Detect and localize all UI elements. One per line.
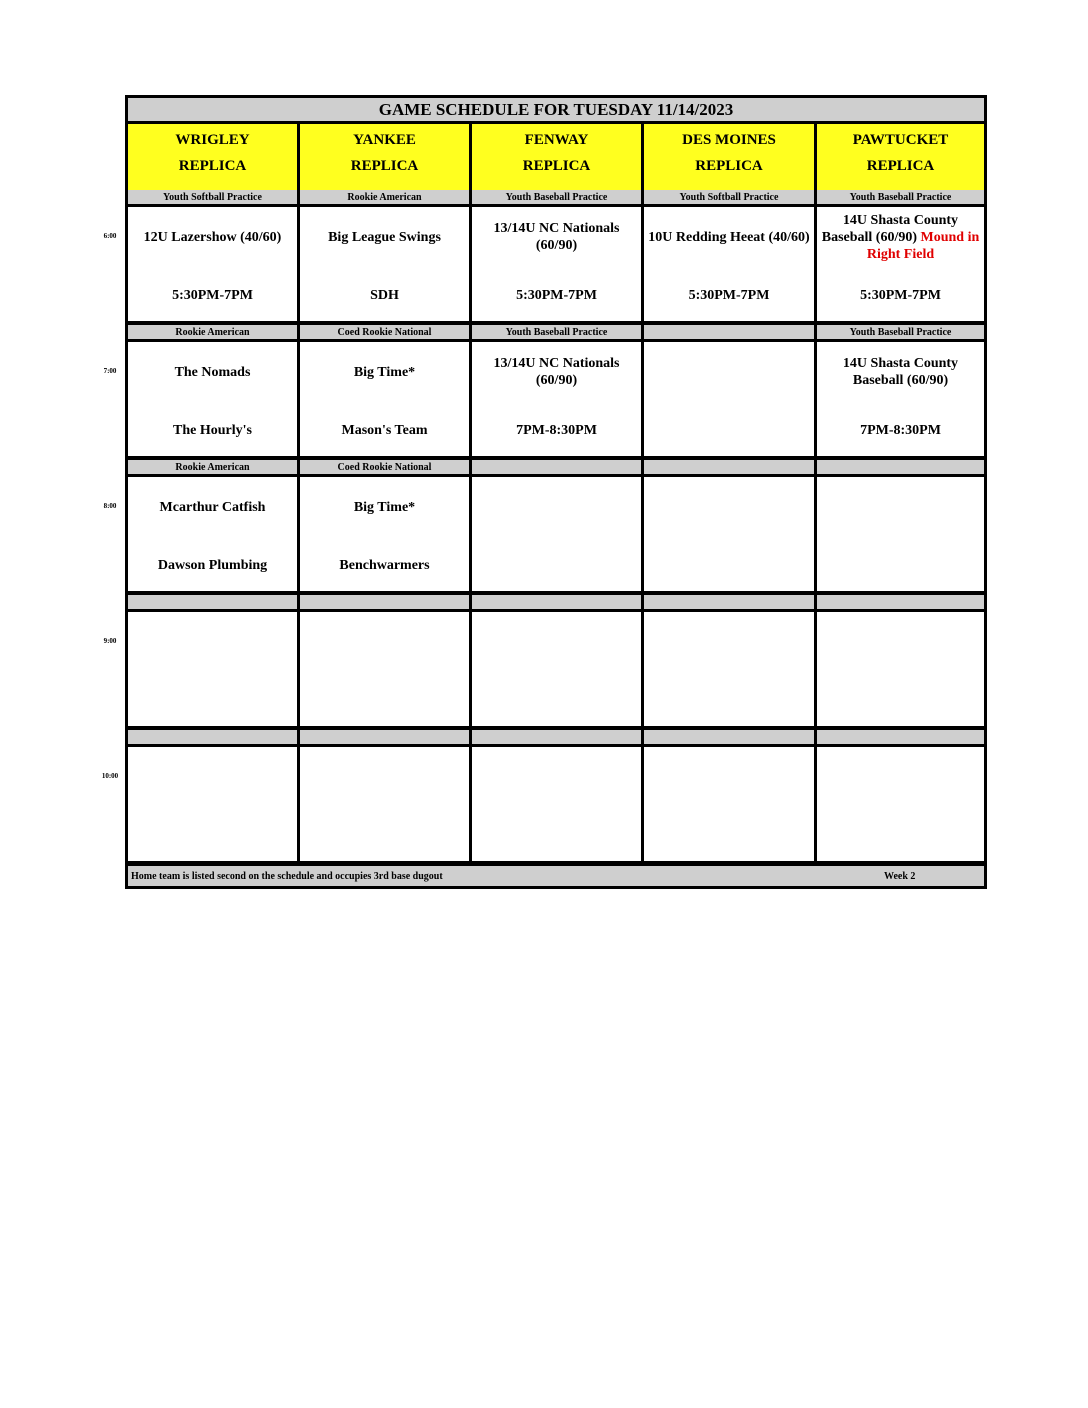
- game-cell: [817, 342, 984, 456]
- category-strip: Youth Softball Practice: [128, 190, 297, 204]
- away-team: 13/14U NC Nationals (60/90): [493, 356, 620, 388]
- away-team: Big Time*: [353, 364, 416, 380]
- field-note: Mound in Right Field: [866, 229, 980, 262]
- team-line-1: [474, 477, 639, 537]
- category-strip: [472, 460, 641, 474]
- team-line-1: [819, 477, 982, 537]
- field-name: PAWTUCKET: [852, 132, 949, 148]
- game-cell: [472, 207, 641, 321]
- game-cell: [128, 477, 297, 591]
- game-cell: [644, 342, 814, 456]
- game-cell: [128, 207, 297, 321]
- category-strip: [128, 595, 297, 609]
- time-label: 6:00: [103, 232, 117, 240]
- field-header-2: [300, 124, 469, 190]
- category-strip: [644, 325, 814, 339]
- team-line-2: 5:30PM-7PM: [860, 288, 941, 303]
- team-line-1: [130, 207, 295, 267]
- game-cell: [300, 342, 469, 456]
- field-type: REPLICA: [350, 158, 419, 174]
- team-line-1: [819, 207, 982, 267]
- category-strip: Rookie American: [128, 325, 297, 339]
- game-cell: [300, 612, 469, 726]
- game-cell: [644, 612, 814, 726]
- category-strip: Coed Rookie National: [300, 325, 469, 339]
- game-cell: [300, 477, 469, 591]
- team-line-1: [130, 342, 295, 402]
- team-line-1: [474, 612, 639, 672]
- team-line-1: [130, 747, 295, 807]
- game-cell: [472, 612, 641, 726]
- category-strip: [817, 595, 984, 609]
- team-line-1: [646, 207, 812, 267]
- time-label: 8:00: [103, 502, 117, 510]
- team-line-1: [819, 342, 982, 402]
- category-strip: [300, 730, 469, 744]
- category-strip: [644, 460, 814, 474]
- category-strip: [472, 730, 641, 744]
- away-team: 14U Shasta County Baseball (60/90): [842, 356, 959, 388]
- week-label: Week 2: [884, 871, 916, 882]
- category-strip: [128, 730, 297, 744]
- team-line-1: [130, 612, 295, 672]
- away-team: 14U Shasta County Baseball (60/90): [821, 212, 959, 245]
- team-line-2: 7PM-8:30PM: [860, 423, 941, 438]
- team-line-1: [130, 477, 295, 537]
- team-line-2: Mason's Team: [341, 423, 428, 438]
- category-strip: [644, 595, 814, 609]
- team-line-1: [474, 342, 639, 402]
- category-strip: [644, 730, 814, 744]
- field-header-4: [644, 124, 814, 190]
- home-team-note: Home team is listed second on the schedule and occupies 3rd base dugout: [131, 871, 443, 882]
- time-label: 9:00: [103, 637, 117, 645]
- field-type: REPLICA: [522, 158, 591, 174]
- game-cell: [644, 747, 814, 861]
- away-team: 12U Lazershow (40/60): [143, 229, 282, 245]
- team-line-1: [302, 207, 467, 267]
- game-cell: [817, 207, 984, 321]
- team-line-1: [302, 477, 467, 537]
- game-cell: [644, 477, 814, 591]
- team-line-2: 5:30PM-7PM: [688, 288, 770, 303]
- game-cell: [817, 612, 984, 726]
- category-strip: [472, 595, 641, 609]
- team-line-2: 7PM-8:30PM: [516, 423, 597, 438]
- game-cell: [128, 612, 297, 726]
- team-line-2: Dawson Plumbing: [157, 558, 268, 573]
- field-header-5: [817, 124, 984, 190]
- team-line-1: [302, 342, 467, 402]
- field-type: REPLICA: [178, 158, 247, 174]
- team-line-2: SDH: [370, 288, 399, 303]
- team-line-1: [819, 612, 982, 672]
- away-team: Big Time*: [353, 499, 416, 515]
- category-strip: Youth Baseball Practice: [817, 190, 984, 204]
- team-line-2: 5:30PM-7PM: [516, 288, 597, 303]
- game-cell: [128, 342, 297, 456]
- game-cell: [300, 747, 469, 861]
- category-strip: Youth Softball Practice: [644, 190, 814, 204]
- field-header-3: [472, 124, 641, 190]
- field-name: DES MOINES: [682, 132, 776, 148]
- category-strip: [817, 460, 984, 474]
- team-line-2: 5:30PM-7PM: [172, 288, 253, 303]
- team-line-1: [474, 747, 639, 807]
- away-team: 10U Redding Heeat (40/60): [648, 229, 810, 245]
- team-line-1: [646, 342, 812, 402]
- category-strip: Youth Baseball Practice: [472, 325, 641, 339]
- away-team: 13/14U NC Nationals (60/90): [493, 221, 620, 253]
- game-cell: [472, 342, 641, 456]
- time-label: 7:00: [103, 367, 117, 375]
- game-cell: [472, 477, 641, 591]
- team-line-1: [302, 747, 467, 807]
- category-strip: Coed Rookie National: [300, 460, 469, 474]
- game-cell: [128, 747, 297, 861]
- category-strip: Youth Baseball Practice: [817, 325, 984, 339]
- away-team: Mcarthur Catfish: [159, 499, 266, 515]
- game-cell: [472, 747, 641, 861]
- game-cell: [644, 207, 814, 321]
- category-strip: Youth Baseball Practice: [472, 190, 641, 204]
- field-name: WRIGLEY: [175, 132, 250, 148]
- field-header-1: [128, 124, 297, 190]
- team-line-1: [302, 612, 467, 672]
- team-line-1: [646, 612, 812, 672]
- team-line-2: The Hourly's: [173, 423, 252, 438]
- team-line-1: [819, 747, 982, 807]
- game-cell: [817, 747, 984, 861]
- category-strip: Rookie American: [128, 460, 297, 474]
- field-type: REPLICA: [866, 158, 935, 174]
- away-team: Big League Swings: [328, 229, 441, 245]
- team-line-1: [474, 207, 639, 267]
- schedule-title: GAME SCHEDULE FOR TUESDAY 11/14/2023: [128, 98, 984, 121]
- team-line-2: Benchwarmers: [339, 558, 430, 573]
- away-team: The Nomads: [174, 364, 251, 380]
- schedule-table: [125, 95, 987, 889]
- field-name: YANKEE: [353, 132, 416, 148]
- game-cell: [817, 477, 984, 591]
- field-name: FENWAY: [524, 132, 589, 148]
- team-line-1: [646, 747, 812, 807]
- category-strip: [300, 595, 469, 609]
- category-strip: Rookie American: [300, 190, 469, 204]
- time-label: 10:00: [101, 772, 119, 780]
- schedule-footer: [128, 866, 984, 886]
- field-type: REPLICA: [695, 158, 763, 174]
- team-line-1: [646, 477, 812, 537]
- game-cell: [300, 207, 469, 321]
- category-strip: [817, 730, 984, 744]
